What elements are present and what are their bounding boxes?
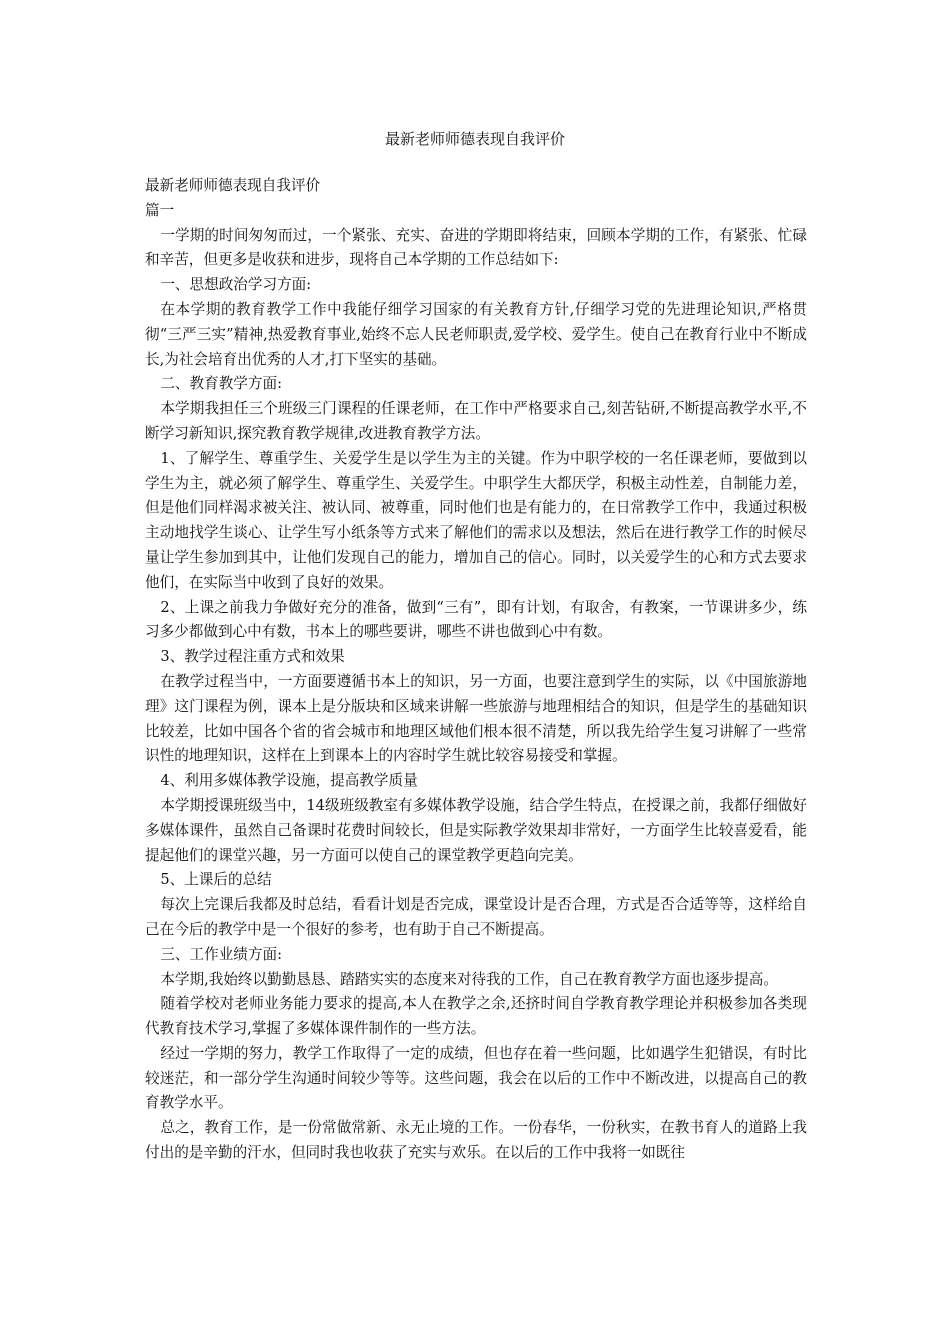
paragraph: 最新老师师德表现自我评价 bbox=[145, 177, 321, 194]
paragraph: 三、工作业绩方面: bbox=[160, 945, 282, 963]
paragraph: 在教学过程当中，一方面要遵循书本上的知识，另一方面，也要注意到学生的实际，以《中国旅游地理》这门课程为例，课本上是分版块和区域来讲解一些旅游与地理相结合的知识，但是学生的基础知识比较差，比如中国各个省的省会城市和地理区域他们根本很不清楚，所以我先给学生复习讲解了一些常识性的地理知识，这样在上到课本上的内容时学生就比较容易接受和掌握。 bbox=[145, 672, 807, 765]
paragraph: 本学期授课班级当中，14级班级教室有多媒体教学设施，结合学生特点，在授课之前，我都仔细做好多媒体课件，虽然自己备课时花费时间较长，但是实际教学效果却非常好，一方面学生比较喜爱看，能提起他们的课堂兴趣，另一方面可以使自己的课堂教学更趋向完美。 bbox=[145, 796, 807, 864]
paragraph: 一、思想政治学习方面: bbox=[160, 276, 312, 294]
paragraph: 经过一学期的努力，教学工作取得了一定的成绩，但也存在着一些问题，比如遇学生犯错误，有时比较迷茫，和一部分学生沟通时间较少等等。这些问题，我会在以后的工作中不断改进，以提高自己的教育教学水平。 bbox=[145, 1044, 807, 1112]
paragraph: 1、了解学生、尊重学生、关爱学生是以学生为主的关键。作为中职学校的一名任课老师，要做到以学生为主，就必须了解学生、尊重学生、关爱学生。中职学生大都厌学，积极主动性差，自制能力差，但是他们同样渴求被关注、被认同、被尊重，同时他们也是有能力的，在日常教学工作中，我通过积极主动地找学生谈心、让学生写小纸条等方式来了解他们的需求以及想法，然后在进行教学工作的时候尽量让学生参加到其中，让他们发现自己的能力，增加自己的信心。同时，以关爱学生的心和方式去要求他们，在实际当中收到了良好的效果。 bbox=[145, 449, 807, 591]
paragraph: 二、教育教学方面: bbox=[160, 375, 282, 393]
document-title: 最新老师师德表现自我评价 bbox=[384, 130, 565, 148]
paragraph: 随着学校对老师业务能力要求的提高,本人在教学之余,还挤时间自学教育教学理论并积极参加各类现代教育技术学习,掌握了多媒体课件制作的一些方法。 bbox=[145, 995, 807, 1038]
paragraph: 5、上课后的总结 bbox=[160, 871, 272, 889]
paragraph: 本学期我担任三个班级三门课程的任课老师，在工作中严格要求自己,刻苦钻研,不断提高教学水平,不断学习新知识,探究教育教学规律,改进教育教学方法。 bbox=[145, 400, 807, 442]
paragraph: 在本学期的教育教学工作中我能仔细学习国家的有关教育方针,仔细学习党的先进理论知识,严格贯彻“三严三实”精神,热爱教育事业,始终不忘人民老师职责,爱学校、爱学生。使自己在教育行业中不断成长,为社会培育出优秀的人才,打下坚实的基础。 bbox=[145, 300, 807, 368]
paragraph: 3、教学过程注重方式和效果 bbox=[160, 648, 345, 666]
paragraph: 每次上完课后我都及时总结，看看计划是否完成，课堂设计是否合理，方式是否合适等等，这样给自己在今后的教学中是一个很好的参考，也有助于自己不断提高。 bbox=[145, 896, 807, 938]
paragraph: 篇一 bbox=[145, 201, 175, 219]
paragraph: 一学期的时间匆匆而过，一个紧张、充实、奋进的学期即将结束，回顾本学期的工作，有紧张、忙碌和辛苦，但更多是收获和进步，现将自己本学期的工作总结如下: bbox=[145, 226, 807, 269]
paragraph: 2、上课之前我力争做好充分的准备，做到“三有”，即有计划，有取舍，有教案，一节课讲多少，练习多少都做到心中有数，书本上的哪些要讲，哪些不讲也做到心中有数。 bbox=[145, 598, 807, 641]
document-body bbox=[145, 174, 807, 1166]
paragraph: 4、利用多媒体教学设施，提高教学质量 bbox=[160, 772, 418, 790]
paragraph: 本学期,我始终以勤勤恳恳、踏踏实实的态度来对待我的工作，自己在教育教学方面也逐步提高。 bbox=[160, 970, 778, 988]
paragraph: 总之，教育工作，是一份常做常新、永无止境的工作。一份春华，一份秋实，在教书育人的道路上我付出的是辛勤的汗水，但同时我也收获了充实与欢乐。在以后的工作中我将一如既往 bbox=[145, 1119, 807, 1162]
